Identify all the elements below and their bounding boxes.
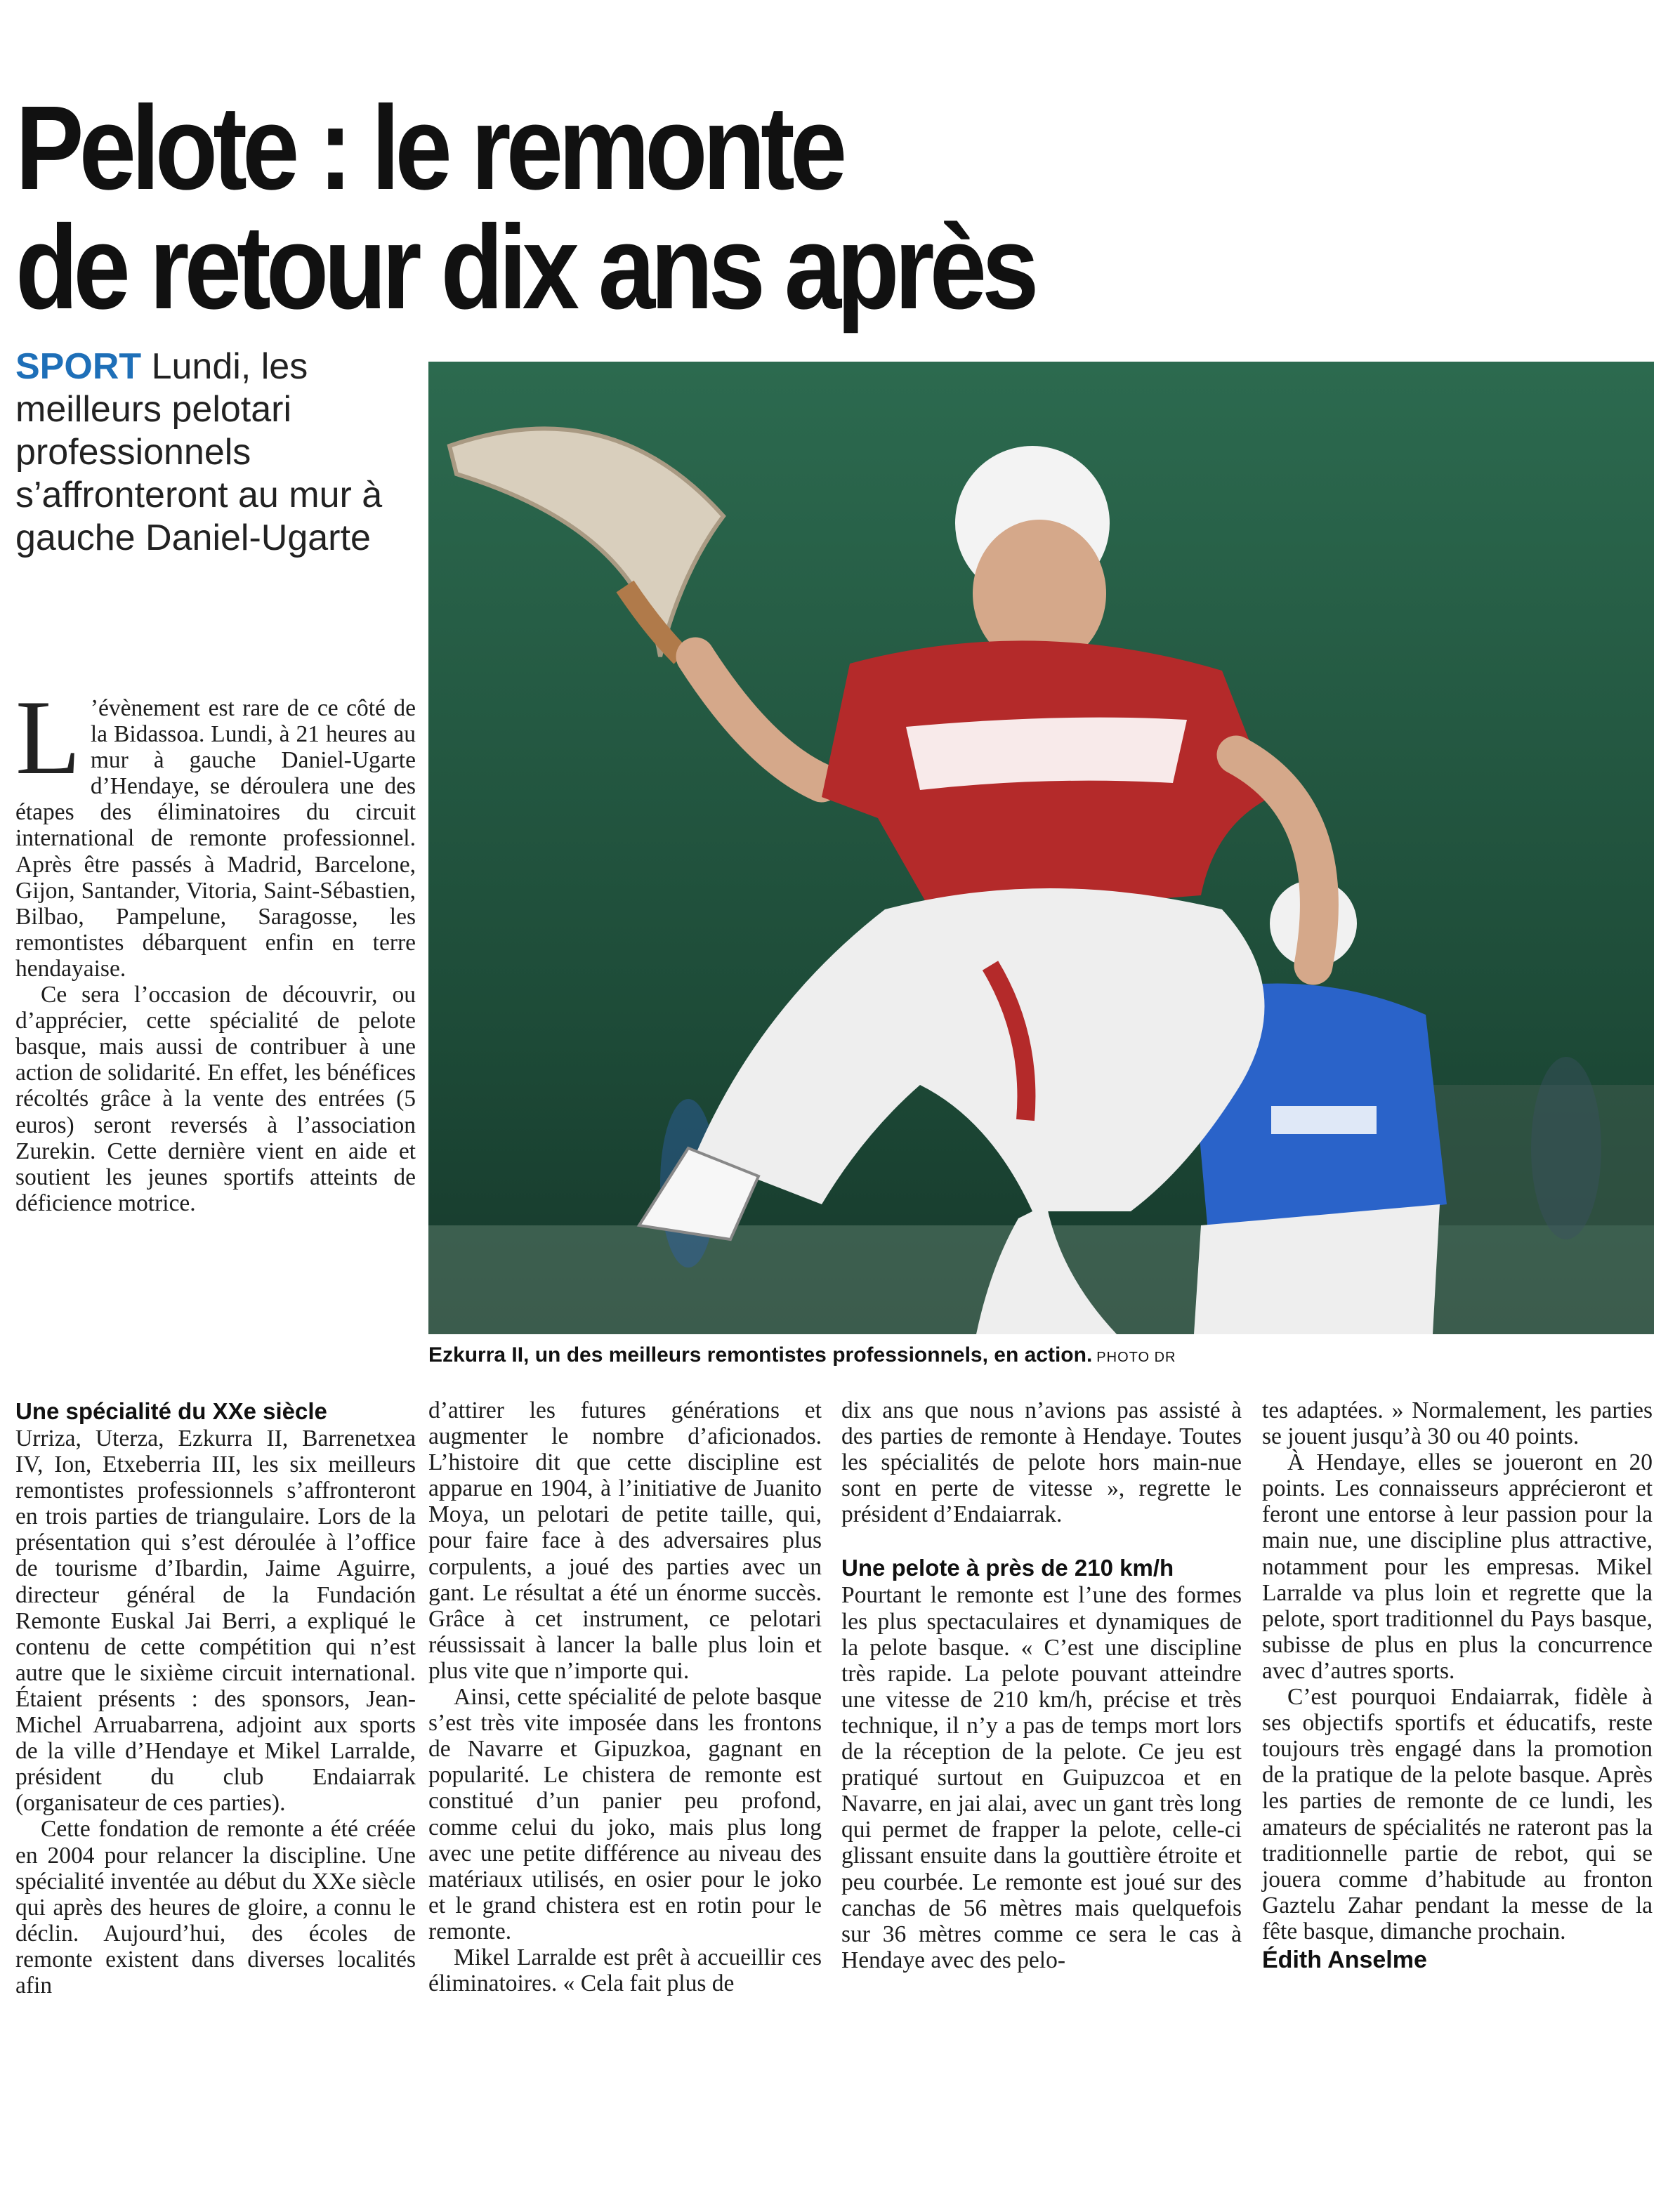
body-paragraph: C’est pourquoi Endaiarrak, fidèle à ses objectifs sportifs et éducatifs, reste toujours très engagé dans la promotion de la pratique de la pelote basque. Après les parties de remonte de ce lundi, les amateurs de spécialités ne rateront pas la traditionnelle partie de rebot, qui se jouera comme d’habitude au fronton Gaztelu Zahar pendant la messe de la fête basque, dimanche prochain. <box>1262 1684 1653 1944</box>
body-paragraph: Ainsi, cette spécialité de pelote basque s’est très vite imposée dans les frontons de Navarre et Gipuzkoa, gagnant en popularité. Le chistera de remonte est constitué d’un panier peu profond, comme celui du joko, mais plus long avec une petite différence au niveau des matériaux utilisés, en osier pour le joko et le grand chistera est en rotin pour le remonte. <box>428 1684 822 1944</box>
photo-caption <box>428 1343 1654 1370</box>
body-paragraph: d’attirer les futures générations et augmenter le nombre d’aficionados. L’histoire dit que cette discipline est apparue en 1904, à l’initiative de Juanito Moya, un pelotari de petite taille, qui, pour faire face à des adversaires plus corpulents, a joué des parties avec un gant. Le résultat a été un énorme succès. Grâce à cet instrument, ce pelotari réussissait à lancer la balle plus loin et plus vite que n’importe qui. <box>428 1397 822 1684</box>
body-paragraph: À Hendaye, elles se joueront en 20 points. Les connaisseurs apprécieront et feront une entorse à leur passion pour la main nue, une discipline plus attractive, notamment pour les empresas. Mikel Larralde va plus loin et regrette que la pelote, sport traditionnel du Pays basque, subisse de plus en plus la concurrence avec d’autres sports. <box>1262 1449 1653 1684</box>
intro-paragraph-2: Ce sera l’occasion de découvrir, ou d’apprécier, cette spécialité de pelote basque, mais aussi de contribuer à une action de solidarité. En effet, les bénéfices récoltés grâce à la vente des entrées (5 euros) seront reversés à l’association Zurekin. Cette dernière vient en aide et soutient les jeunes sportifs atteints de déficience motrice. <box>15 982 416 1216</box>
column-1 <box>15 678 416 1216</box>
intro-text-1: ’évènement est rare de ce côté de la Bidassoa. Lundi, à 21 heures au mur à gauche Daniel-Ugarte d’Hendaye, se déroulera une des étapes des éliminatoires du circuit international de remonte professionnel. Après être passés à Madrid, Barcelone, Gijon, Santander, Vitoria, Saint-Sébastien, Bilbao, Pampelune, Saragosse, les remontistes débarquent enfin en terre hendayaise. <box>15 695 416 982</box>
author-signature: Édith Anselme <box>1262 1946 1427 1973</box>
caption-text: Ezkurra II, un des meilleurs remontistes professionnels, en action. <box>428 1343 1093 1367</box>
headline-line-2: de retour dix ans après <box>15 200 1035 334</box>
body-paragraph: dix ans que nous n’avions pas assisté à des parties de remonte à Hendaye. Toutes les spécialités de pelote hors main-nue sont en perte de vitesse », regrette le président d’Endaiarrak. <box>841 1397 1242 1528</box>
headline-line-1: Pelote : le remonte <box>15 81 843 215</box>
body-paragraph: Pourtant le remonte est l’une des formes les plus spectaculaires et dynamiques de la pelote basque. « C’est une discipline très rapide. La pelote pouvant atteindre une vitesse de 210 km/h, précise et très technique, il n’y a pas de temps mort lors de la réception de la pelote. Ce jeu est pratiqué surtout en Guipuzcoa et en Navarre, en jai alai, avec un gant très long qui permet de frapper la pelote, celle-ci glissant ensuite dans la gouttière étroite et peu courbée. Le remonte est joué sur des canchas de 56 mètres mais quelquefois sur 36 mètres comme ce sera le cas à Hendaye avec des pelo- <box>841 1582 1242 1973</box>
intro-paragraph-1 <box>15 678 416 982</box>
column-3 <box>428 1397 822 1996</box>
subhead-1: Une spécialité du XXe siècle <box>15 1398 327 1424</box>
lead-text: Lundi, les meilleurs pelotari professionnels s’affronteront au mur à gauche Daniel-Ugarte <box>15 346 383 558</box>
pelota-player-illustration <box>428 362 1654 1334</box>
column-4 <box>841 1397 1242 1973</box>
drop-cap: L <box>15 678 81 796</box>
column-5 <box>1262 1397 1653 1974</box>
column-2 <box>15 1397 416 1999</box>
section-kicker: SPORT <box>15 346 142 387</box>
body-paragraph: Cette fondation de remonte a été créée en 2004 pour relancer la discipline. Une spécialité inventée au début du XXe siècle qui après des heures de gloire, a connu le déclin. Aujourd’hui, des écoles de remonte existent dans diverses localités afin <box>15 1816 416 1999</box>
body-paragraph: Urriza, Uterza, Ezkurra II, Barrenetxea IV, Ion, Etxeberria III, les six meilleurs remontistes professionnels s’affronteront en trois parties de triangulaire. Lors de la présentation qui s’est déroulée à l’office de tourisme d’Ibardin, Jaime Aguirre, directeur général de la Fundación Remonte Euskal Jai Berri, a expliqué le contenu de cette compétition qui n’est autre que le sixième circuit international. Étaient présents : des sponsors, Jean-Michel Arruabarrena, adjoint aux sports de la ville d’Hendaye et Mikel Larralde, président du club Endaiarrak (organisateur de ces parties). <box>15 1426 416 1817</box>
body-paragraph: tes adaptées. » Normalement, les parties se jouent jusqu’à 30 ou 40 points. <box>1262 1397 1653 1450</box>
article-photo <box>428 362 1654 1334</box>
subhead-2: Une pelote à près de 210 km/h <box>841 1555 1174 1581</box>
body-paragraph: Mikel Larralde est prêt à accueillir ces éliminatoires. « Cela fait plus de <box>428 1944 822 1997</box>
photo-credit: PHOTO DR <box>1096 1350 1176 1365</box>
headline <box>15 81 1423 334</box>
lead-standfirst <box>15 345 416 560</box>
